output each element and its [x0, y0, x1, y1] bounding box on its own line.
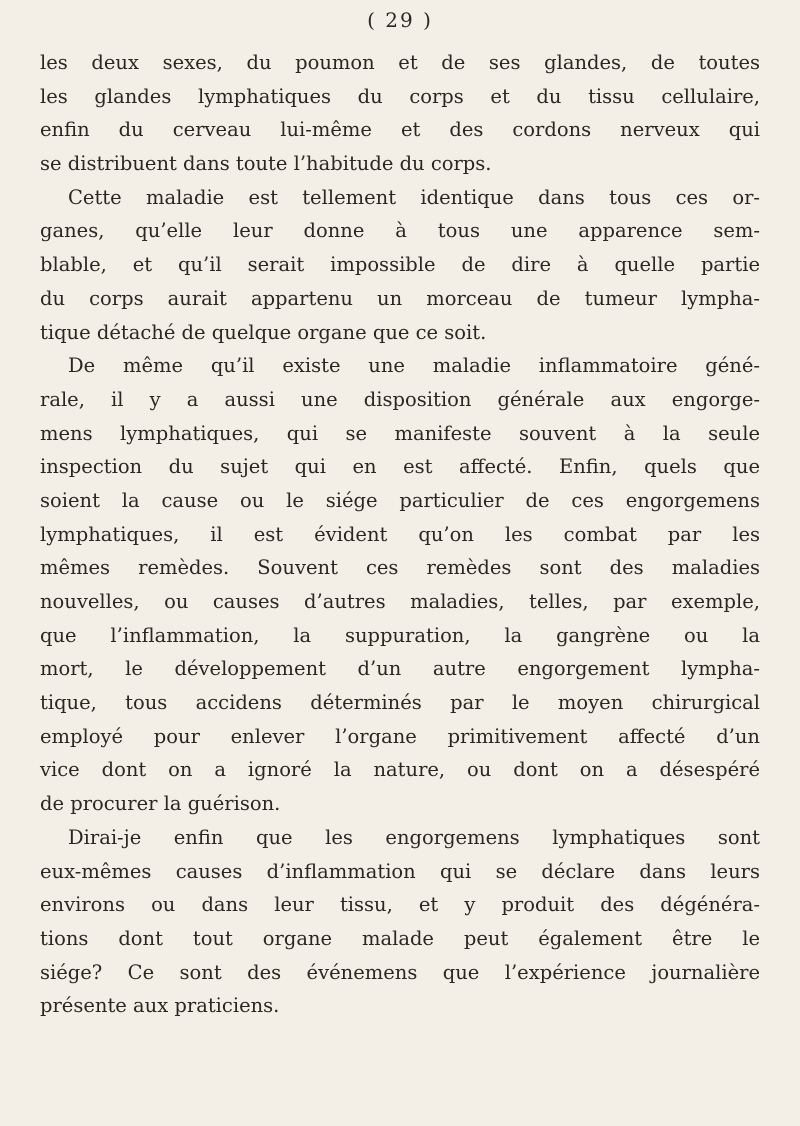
text-line: les deux sexes, du poumon et de ses glandes, de toutes	[40, 51, 760, 74]
text-line: présente aux praticiens.	[40, 994, 280, 1018]
text-line: blable, et qu’il serait impossible de dire à quelle partie	[40, 253, 760, 277]
text-line: mens lymphatiques, qui se manifeste souvent à la seule	[40, 421, 760, 445]
text-line: De même qu’il existe une maladie inflammatoire géné-	[68, 354, 760, 378]
text-line: nouvelles, ou causes d’autres maladies, telles, par exemple,	[40, 590, 760, 613]
text-line: mêmes remèdes. Souvent ces remèdes sont des maladies	[40, 556, 760, 580]
text-line: tique détaché de quelque organe que ce soit.	[40, 320, 487, 344]
text-line: tions dont tout organe malade peut également être le	[40, 926, 760, 950]
text-line: se distribuent dans toute l’habitude du corps.	[40, 152, 492, 176]
text-line: les glandes lymphatiques du corps et du tissu cellulaire,	[40, 84, 760, 108]
text-line: lymphatiques, il est évident qu’on les combat par les	[40, 522, 760, 546]
text-line: enfin du cerveau lui-même et des cordons nerveux qui	[40, 118, 760, 142]
page-number: ( 29 )	[367, 8, 433, 32]
text-line: Cette maladie est tellement identique dans tous ces or-	[68, 185, 760, 209]
text-line: eux-mêmes causes d’inflammation qui se déclare dans leurs	[40, 859, 760, 883]
text-line: que l’inflammation, la suppuration, la gangrène ou la	[40, 623, 760, 647]
text-line: tique, tous accidens déterminés par le moyen chirurgical	[40, 691, 760, 715]
text-line: rale, il y a aussi une disposition générale aux engorge-	[40, 387, 760, 411]
text-line: de procurer la guérison.	[40, 792, 281, 816]
text-line: environs ou dans leur tissu, et y produit des dégénéra-	[40, 893, 760, 917]
text-line: mort, le développement d’un autre engorgement lympha-	[40, 657, 760, 681]
text-line: inspection du sujet qui en est affecté. Enfin, quels que	[40, 455, 760, 479]
text-line: Dirai-je enfin que les engorgemens lymphatiques sont	[68, 825, 760, 849]
text-line: vice dont on a ignoré la nature, ou dont on a désespéré	[40, 758, 760, 782]
text-line: soient la cause ou le siége particulier de ces engorgemens	[40, 488, 760, 512]
text-line: siége? Ce sont des événemens que l’expérience journalière	[40, 960, 760, 984]
text-line: du corps aurait appartenu un morceau de tumeur lympha-	[40, 286, 760, 310]
text-line: employé pour enlever l’organe primitivement affecté d’un	[40, 724, 760, 748]
body-text	[40, 46, 760, 1023]
text-line: ganes, qu’elle leur donne à tous une apparence sem-	[40, 219, 760, 243]
